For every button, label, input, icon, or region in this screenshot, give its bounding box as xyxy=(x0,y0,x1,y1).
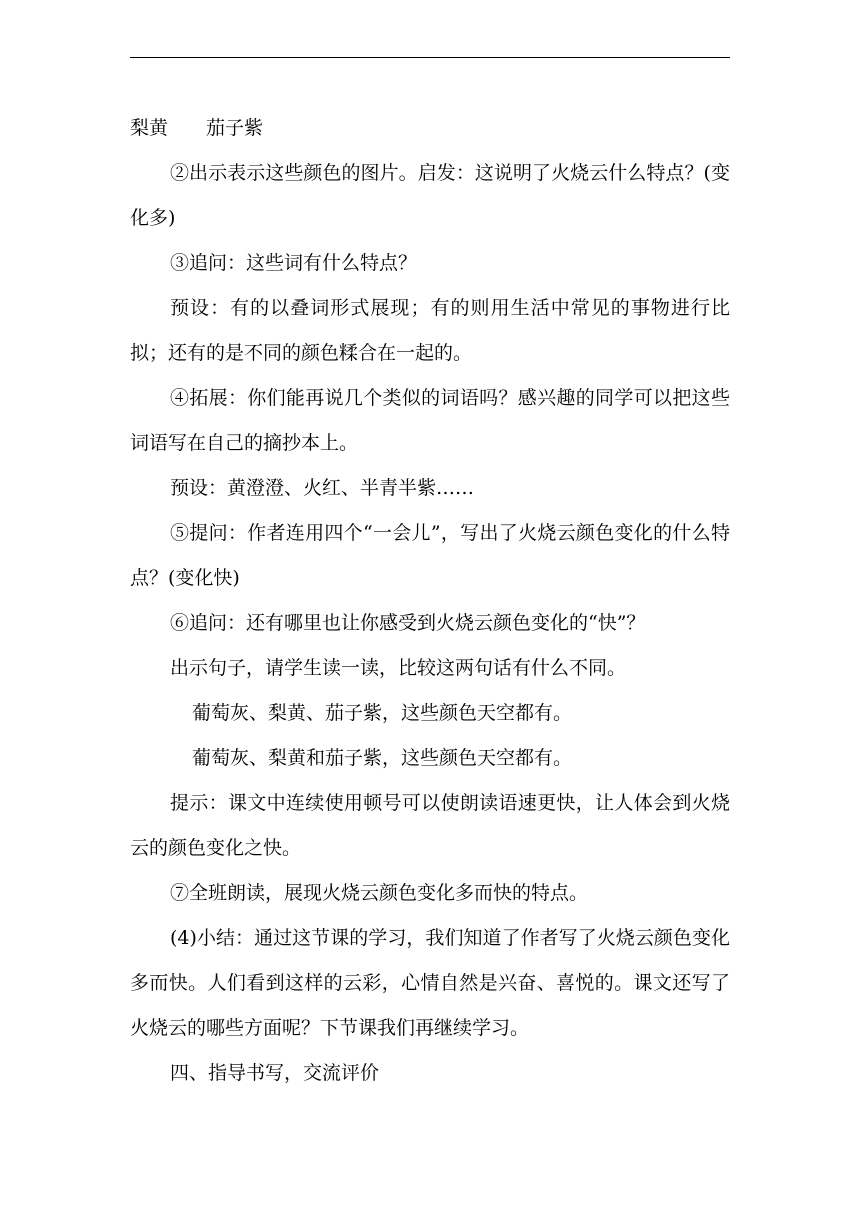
paragraph-summary: (4)小结：通过这节课的学习，我们知道了作者写了火烧云颜色变化多而快。人们看到这样的云彩，心情自然是兴奋、喜悦的。课文还写了火烧云的哪些方面呢？下节课我们再继续学习。 xyxy=(130,927,730,1039)
paragraph-step-2: ②出示表示这些颜色的图片。启发：这说明了火烧云什么特点？(变化多) xyxy=(130,162,730,229)
header-rule xyxy=(130,57,730,58)
paragraph-step-6: ⑥追问：还有哪里也让你感受到火烧云颜色变化的“快”？ xyxy=(170,612,646,634)
paragraph-color-words: 梨黄 茄子紫 xyxy=(130,117,264,139)
paragraph-step-4: ④拓展：你们能再说几个类似的词语吗？感兴趣的同学可以把这些词语写在自己的摘抄本上。 xyxy=(130,387,730,454)
paragraph-step-5: ⑤提问：作者连用四个“一会儿”，写出了火烧云颜色变化的什么特点？(变化快) xyxy=(130,522,730,589)
section-heading-4: 四、指导书写，交流评价 xyxy=(170,1062,380,1084)
document-body xyxy=(130,106,730,1096)
paragraph-preset-1: 预设：有的以叠词形式展现；有的则用生活中常见的事物进行比拟；还有的是不同的颜色糅合在一起的。 xyxy=(130,297,730,364)
example-sentence-1: 葡萄灰、梨黄、茄子紫，这些颜色天空都有。 xyxy=(192,702,573,724)
paragraph-hint: 提示：课文中连续使用顿号可以使朗读语速更快，让人体会到火烧云的颜色变化之快。 xyxy=(130,792,730,859)
example-sentence-2: 葡萄灰、梨黄和茄子紫，这些颜色天空都有。 xyxy=(192,747,573,769)
paragraph-preset-2: 预设：黄澄澄、火红、半青半紫…… xyxy=(170,477,475,499)
paragraph-show-sentences: 出示句子，请学生读一读，比较这两句话有什么不同。 xyxy=(170,657,627,679)
paragraph-step-3: ③追问：这些词有什么特点？ xyxy=(170,252,418,274)
paragraph-step-7: ⑦全班朗读，展现火烧云颜色变化多而快的特点。 xyxy=(170,882,589,904)
